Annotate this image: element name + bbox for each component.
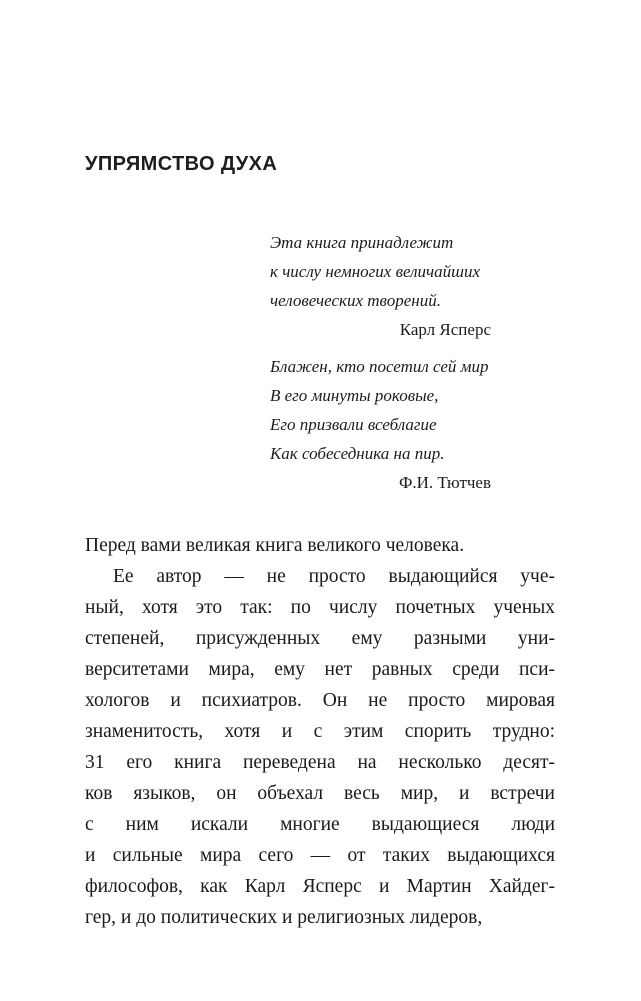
text-line: Ее автор — не просто выдающийся уче- xyxy=(113,566,555,587)
epigraph-attribution: Ф.И. Тютчев xyxy=(398,473,491,492)
epigraph-tyutchev xyxy=(270,352,491,497)
text-line: верситетами мира, ему нет равных среди пси- xyxy=(85,659,555,680)
epigraph-line: Блажен, кто посетил сей мир xyxy=(270,357,489,376)
epigraph-lines xyxy=(270,228,491,315)
text-line: с ним искали многие выдающиеся люди xyxy=(85,814,555,835)
text-line: и сильные мира сего — от таких выдающихся xyxy=(85,845,555,866)
text-line: степеней, присужденных ему разными уни- xyxy=(85,628,555,649)
text-line: гер, и до политических и религиозных лидеров, xyxy=(85,907,483,928)
epigraph-attribution: Карл Ясперс xyxy=(399,320,491,339)
epigraphs xyxy=(270,228,491,497)
text-line: философов, как Карл Ясперс и Мартин Хайдег- xyxy=(85,876,555,897)
paragraph-intro xyxy=(85,530,555,561)
chapter-title: УПРЯМСТВО ДУХА xyxy=(85,153,278,175)
epigraph-line: человеческих творений. xyxy=(270,291,441,310)
epigraph-jaspers xyxy=(270,228,491,344)
text-line: 31 его книга переведена на несколько десят- xyxy=(85,752,555,773)
text-line: ков языков, он объехал весь мир, и встречи xyxy=(85,783,555,804)
text-line: Перед вами великая книга великого человека. xyxy=(85,535,465,556)
text-line: знаменитость, хотя и с этим спорить трудно: xyxy=(85,721,555,742)
epigraph-line: Эта книга принадлежит xyxy=(270,233,454,252)
epigraph-line: В его минуты роковые, xyxy=(270,386,439,405)
epigraph-lines xyxy=(270,352,491,468)
text-line: хологов и психиатров. Он не просто мировая xyxy=(85,690,555,711)
body-text xyxy=(85,530,555,933)
epigraph-line: Как собеседника на пир. xyxy=(270,444,445,463)
epigraph-line: Его призвали всеблагие xyxy=(270,415,437,434)
paragraph-main xyxy=(85,561,555,933)
text-line: ный, хотя это так: по числу почетных ученых xyxy=(85,597,555,618)
epigraph-line: к числу немногих величайших xyxy=(270,262,481,281)
